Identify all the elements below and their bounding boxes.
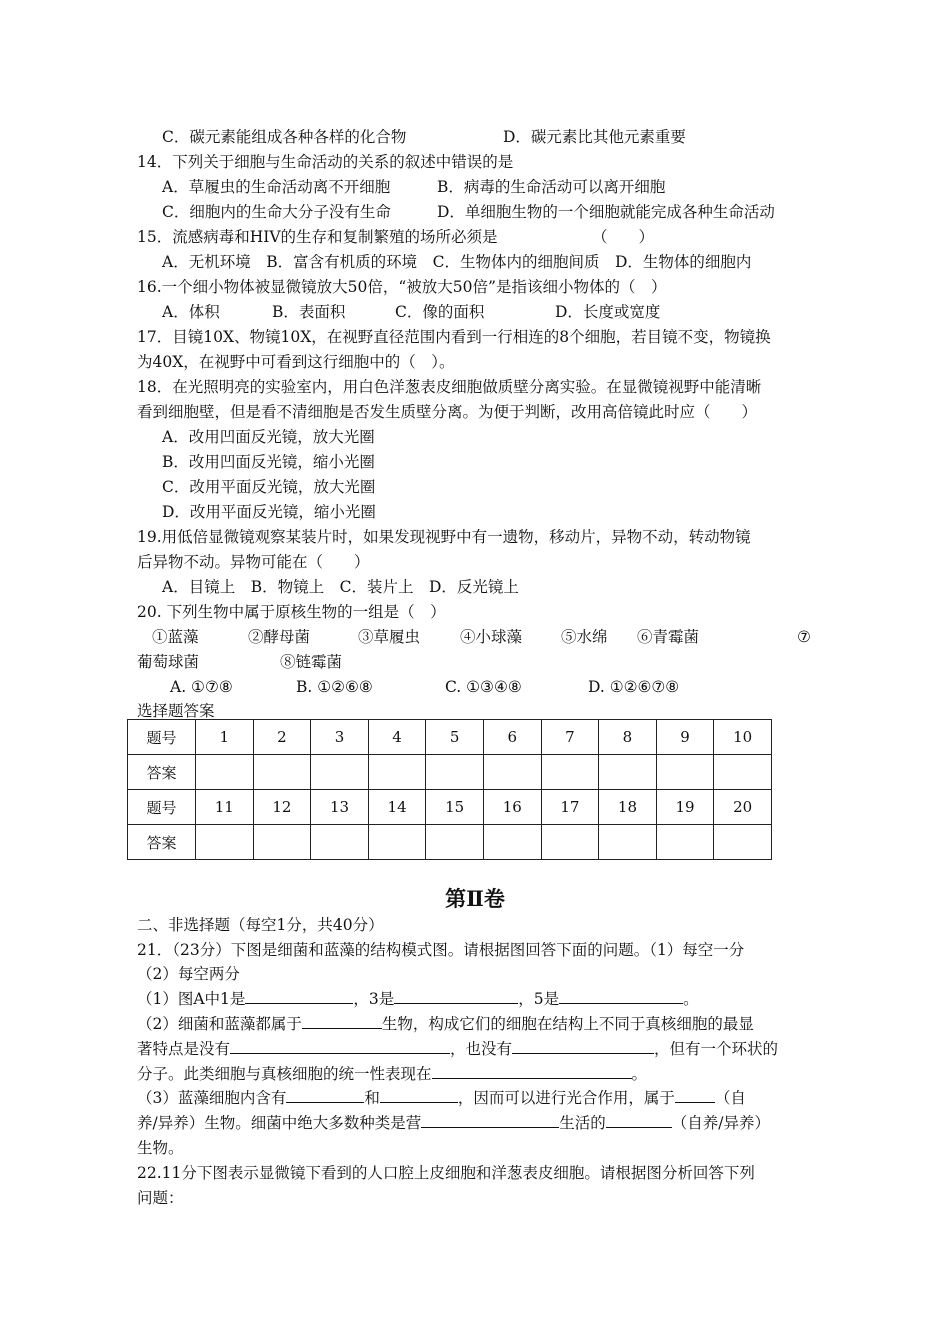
question-text: （自: [714, 1089, 746, 1107]
question-text: 。: [631, 1065, 648, 1083]
text-line: 14．下列关于细胞与生命活动的关系的叙述中错误的是: [137, 153, 514, 171]
table-cell: 14: [368, 790, 426, 825]
question-text: （3）蓝藻细胞内含有: [137, 1089, 287, 1107]
section-title: 第Ⅱ卷: [445, 886, 505, 911]
table-cell: 6: [483, 720, 541, 755]
answer-cell[interactable]: [368, 755, 426, 790]
fill-in-line: [137, 989, 699, 1009]
question-text: 。: [683, 990, 699, 1008]
text-line: 17．目镜10X、物镜10X，在视野直径范围内看到一行相连的8个细胞，若目镜不变，物镜换: [137, 328, 771, 346]
answer-blank[interactable]: [559, 989, 683, 1004]
text-line: 21．（23分）下图是细菌和蓝藻的结构模式图。请根据图回答下面的问题。（1）每空一分: [137, 941, 745, 959]
answer-blank[interactable]: [606, 1113, 672, 1128]
answer-blank[interactable]: [230, 1039, 450, 1054]
question-text: （1）图A中1是: [137, 990, 246, 1008]
answer-cell[interactable]: [253, 825, 311, 860]
fill-in-line: [137, 1064, 647, 1084]
text-line: A．体积: [162, 303, 220, 321]
answer-cell[interactable]: [483, 825, 541, 860]
text-line: ②酵母菌: [248, 628, 311, 646]
text-line: 看到细胞壁，但是看不清细胞是否发生质壁分离。为便于判断，改用高倍镜此时应（ ）: [137, 403, 758, 421]
answer-blank[interactable]: [675, 1088, 715, 1103]
question-text: 分子。此类细胞与真核细胞的统一性表现在: [137, 1065, 432, 1083]
text-line: 22.11分下图表示显微镜下看到的人口腔上皮细胞和洋葱表皮细胞。请根据图分析回答下列: [137, 1164, 755, 1182]
table-cell: 15: [426, 790, 484, 825]
table-cell: 题号: [128, 720, 196, 755]
table-cell: 题号: [128, 790, 196, 825]
text-line: B．病毒的生命活动可以离开细胞: [437, 178, 666, 196]
answer-cell[interactable]: [368, 825, 426, 860]
table-cell: 答案: [128, 755, 196, 790]
table-cell: 1: [196, 720, 254, 755]
text-line: （ ）: [592, 228, 655, 246]
table-cell: 11: [196, 790, 254, 825]
answer-cell[interactable]: [714, 755, 772, 790]
table-row: [128, 825, 772, 860]
text-line: A. ①⑦⑧: [170, 678, 233, 696]
text-line: D．单细胞生物的一个细胞就能完成各种生命活动: [437, 203, 775, 221]
table-cell: 13: [311, 790, 369, 825]
text-line: A．无机环境 B．富含有机质的环境 C．生物体内的细胞间质 D．生物体的细胞内: [162, 253, 752, 271]
table-cell: 3: [311, 720, 369, 755]
table-cell: 9: [656, 720, 714, 755]
answer-cell[interactable]: [541, 825, 599, 860]
table-cell: 7: [541, 720, 599, 755]
text-line: D．碳元素比其他元素重要: [503, 128, 686, 146]
answer-cell[interactable]: [599, 755, 657, 790]
answer-cell[interactable]: [311, 825, 369, 860]
text-line: D. ①②⑥⑦⑧: [588, 678, 680, 696]
answer-cell[interactable]: [196, 825, 254, 860]
answer-blank[interactable]: [380, 1088, 458, 1103]
text-line: B．表面积: [272, 303, 346, 321]
table-cell: 12: [253, 790, 311, 825]
question-text: 著特点是没有: [137, 1040, 231, 1058]
answer-cell[interactable]: [541, 755, 599, 790]
text-line: 16.一个细小物体被显微镜放大50倍，“被放大50倍”是指该细小物体的（ ）: [137, 278, 667, 296]
question-text: 养/异养）生物。细菌中绝大多数种类是营: [137, 1114, 422, 1132]
text-line: ③草履虫: [358, 628, 421, 646]
answer-blank[interactable]: [432, 1064, 632, 1079]
text-line: 为40X，在视野中可看到这行细胞中的（ ）。: [137, 353, 455, 371]
text-line: （2）每空两分: [137, 965, 240, 983]
table-cell: 答案: [128, 825, 196, 860]
question-text: （自养/异养）: [671, 1114, 770, 1132]
table-cell: 4: [368, 720, 426, 755]
answer-blank[interactable]: [421, 1113, 559, 1128]
question-text: ，但有一个环状的: [654, 1040, 779, 1058]
answer-cell[interactable]: [714, 825, 772, 860]
answer-blank[interactable]: [245, 989, 353, 1004]
text-line: C．细胞内的生命大分子没有生命: [162, 203, 391, 221]
text-line: B. ①②⑥⑧: [296, 678, 373, 696]
text-line: B．改用凹面反光镜，缩小光圈: [162, 453, 375, 471]
answer-table: [127, 719, 772, 860]
question-text: （2）细菌和蓝藻都属于: [137, 1015, 302, 1033]
table-cell: 2: [253, 720, 311, 755]
text-line: 后异物不动。异物可能在（ ）: [137, 553, 370, 571]
table-cell: 5: [426, 720, 484, 755]
text-line: ⑥青霉菌: [637, 628, 700, 646]
fill-in-line: [137, 1088, 746, 1108]
question-text: ，因而可以进行光合作用，属于: [457, 1089, 675, 1107]
text-line: A．草履虫的生命活动离不开细胞: [162, 178, 391, 196]
answer-blank[interactable]: [302, 1014, 382, 1029]
table-cell: 20: [714, 790, 772, 825]
answer-blank[interactable]: [394, 989, 518, 1004]
table-row: [128, 755, 772, 790]
text-line: 葡萄球菌: [137, 653, 200, 671]
table-cell: 18: [599, 790, 657, 825]
text-line: C．像的面积: [395, 303, 485, 321]
answer-cell[interactable]: [426, 825, 484, 860]
answer-cell[interactable]: [311, 755, 369, 790]
question-text: 生活的: [559, 1114, 606, 1132]
table-cell: 19: [656, 790, 714, 825]
text-line: C．改用平面反光镜，放大光圈: [162, 478, 376, 496]
answer-cell[interactable]: [656, 755, 714, 790]
text-line: A．改用凹面反光镜，放大光圈: [162, 428, 375, 446]
text-line: D．改用平面反光镜，缩小光圈: [162, 503, 376, 521]
text-line: ④小球藻: [460, 628, 523, 646]
text-line: ⑤水绵: [561, 628, 608, 646]
text-line: 18．在光照明亮的实验室内，用白色洋葱表皮细胞做质壁分离实验。在显微镜视野中能清晰: [137, 378, 762, 396]
text-line: 20. 下列生物中属于原核生物的一组是（ ）: [137, 603, 446, 621]
answer-blank[interactable]: [512, 1039, 654, 1054]
fill-in-line: [137, 1113, 770, 1133]
question-text: 生物，构成它们的细胞在结构上不同于真核细胞的最显: [381, 1015, 754, 1033]
text-line: 生物。: [137, 1139, 184, 1157]
table-cell: 10: [714, 720, 772, 755]
text-line: 15．流感病毒和HIV的生存和复制繁殖的场所必须是: [137, 228, 498, 246]
table-cell: 17: [541, 790, 599, 825]
table-row: [128, 720, 772, 755]
table-row: [128, 790, 772, 825]
text-line: D．长度或宽度: [555, 303, 661, 321]
text-line: 19.用低倍显微镜观察某装片时，如果发现视野中有一遗物，移动片，异物不动，转动物镜: [137, 528, 751, 546]
table-cell: 8: [599, 720, 657, 755]
answer-cell[interactable]: [196, 755, 254, 790]
answer-cell[interactable]: [426, 755, 484, 790]
question-text: ，也没有: [450, 1040, 513, 1058]
answer-cell[interactable]: [483, 755, 541, 790]
fill-in-line: [137, 1039, 778, 1059]
text-line: A．目镜上 B．物镜上 C．装片上 D．反光镜上: [162, 578, 519, 596]
question-text: 和: [364, 1089, 380, 1107]
fill-in-line: [137, 1014, 754, 1034]
text-line: ⑦: [797, 628, 811, 646]
text-line: 选择题答案: [137, 702, 215, 720]
text-line: C. ①③④⑧: [445, 678, 522, 696]
table-cell: 16: [483, 790, 541, 825]
question-text: ，3是: [353, 990, 395, 1008]
text-line: C．碳元素能组成各种各样的化合物: [162, 128, 407, 146]
text-line: 二、非选择题（每空1分，共40分）: [137, 916, 384, 934]
text-line: ①蓝藻: [152, 628, 199, 646]
answer-cell[interactable]: [656, 825, 714, 860]
answer-cell[interactable]: [599, 825, 657, 860]
answer-cell[interactable]: [253, 755, 311, 790]
answer-blank[interactable]: [286, 1088, 364, 1103]
text-line: 问题：: [137, 1189, 184, 1207]
text-line: ⑧链霉菌: [280, 653, 343, 671]
question-text: ，5是: [518, 990, 560, 1008]
